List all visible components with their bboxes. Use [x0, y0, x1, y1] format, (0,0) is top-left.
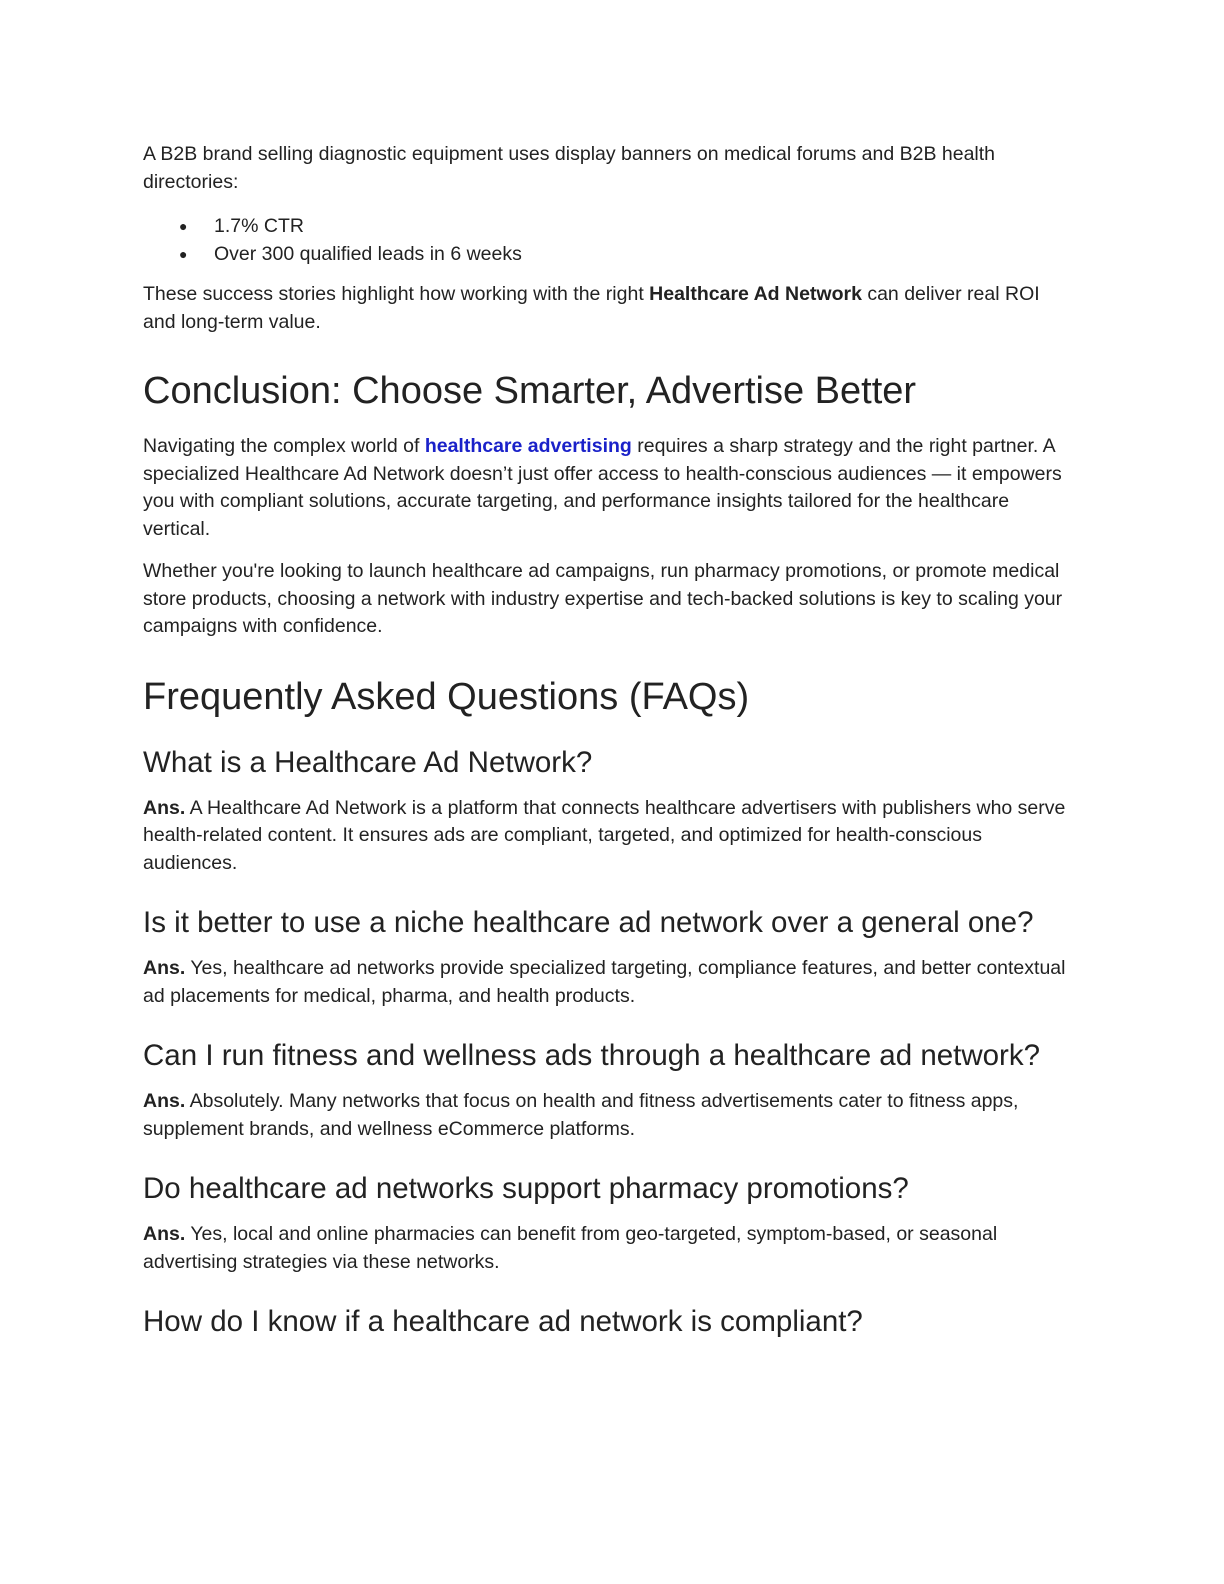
faqs-heading: Frequently Asked Questions (FAQs) [143, 675, 750, 718]
success-text-before: These success stories highlight how working with the right [143, 283, 650, 305]
conclusion-text-before: Navigating the complex world of [143, 435, 425, 457]
conclusion-paragraph-2: Whether you're looking to launch healthcare ad campaigns, run pharmacy promotions, or promote medical store products, choosing a network with industry expertise and tech-backed solutions is key to scaling your campaigns with confidence. [143, 560, 1063, 637]
answer-text: A Healthcare Ad Network is a platform that connects healthcare advertisers with publishers who serve health-related content. It ensures ads are compliant, targeted, and optimized for health-conscious audiences. [143, 796, 1066, 874]
faq-question: Do healthcare ad networks support pharmacy promotions? [143, 1172, 909, 1205]
stats-list [143, 212, 1068, 268]
faq-question: Can I run fitness and wellness ads through a healthcare ad network? [143, 1039, 1041, 1072]
answer-text: Absolutely. Many networks that focus on health and fitness advertisements cater to fitness apps, supplement brands, and wellness eCommerce platforms. [143, 1090, 1019, 1140]
answer-label: Ans. [143, 796, 186, 819]
bullet-icon: ● [179, 218, 188, 234]
success-text-after: can deliver real ROI and long-term value. [143, 283, 1040, 333]
list-item-text: Over 300 qualified leads in 6 weeks [214, 243, 522, 265]
list-item-text: 1.7% CTR [214, 215, 304, 237]
faq-question: How do I know if a healthcare ad network is compliant? [143, 1305, 863, 1338]
bullet-icon: ● [179, 246, 188, 262]
faq-answer [143, 1088, 1068, 1143]
list-item [143, 212, 1068, 240]
answer-label: Ans. [143, 957, 186, 979]
faq-answer [143, 1221, 1068, 1276]
conclusion-text-after: requires a sharp strategy and the right partner. A specialized Healthcare Ad Network doesn’t just offer access to health-conscious audiences — it empowers you with compliant solutions, accurate targeting, and performance insights tailored for the healthcare vertical. [143, 435, 1062, 540]
faq-question: What is a Healthcare Ad Network? [143, 745, 593, 779]
faq-answer [143, 955, 1068, 1010]
faq-answer [143, 795, 1068, 878]
intro-paragraph: A B2B brand selling diagnostic equipment uses display banners on medical forums and B2B health directories: [143, 143, 996, 193]
answer-text: Yes, local and online pharmacies can benefit from geo-targeted, symptom-based, or seasonal advertising strategies via these networks. [143, 1223, 998, 1273]
answer-label: Ans. [143, 1223, 186, 1245]
answer-label: Ans. [143, 1090, 186, 1112]
success-bold-term: Healthcare Ad Network [649, 283, 862, 305]
document-page [143, 141, 1068, 1354]
faq-question: Is it better to use a niche healthcare ad network over a general one? [143, 906, 1034, 939]
success-paragraph [143, 281, 1068, 336]
conclusion-paragraph-1 [143, 433, 1068, 543]
answer-text: Yes, healthcare ad networks provide specialized targeting, compliance features, and better contextual ad placements for medical, pharma, and health products. [143, 957, 1066, 1007]
list-item [143, 240, 1068, 268]
conclusion-heading: Conclusion: Choose Smarter, Advertise Better [143, 370, 917, 412]
healthcare-advertising-link[interactable]: healthcare advertising [424, 435, 632, 457]
